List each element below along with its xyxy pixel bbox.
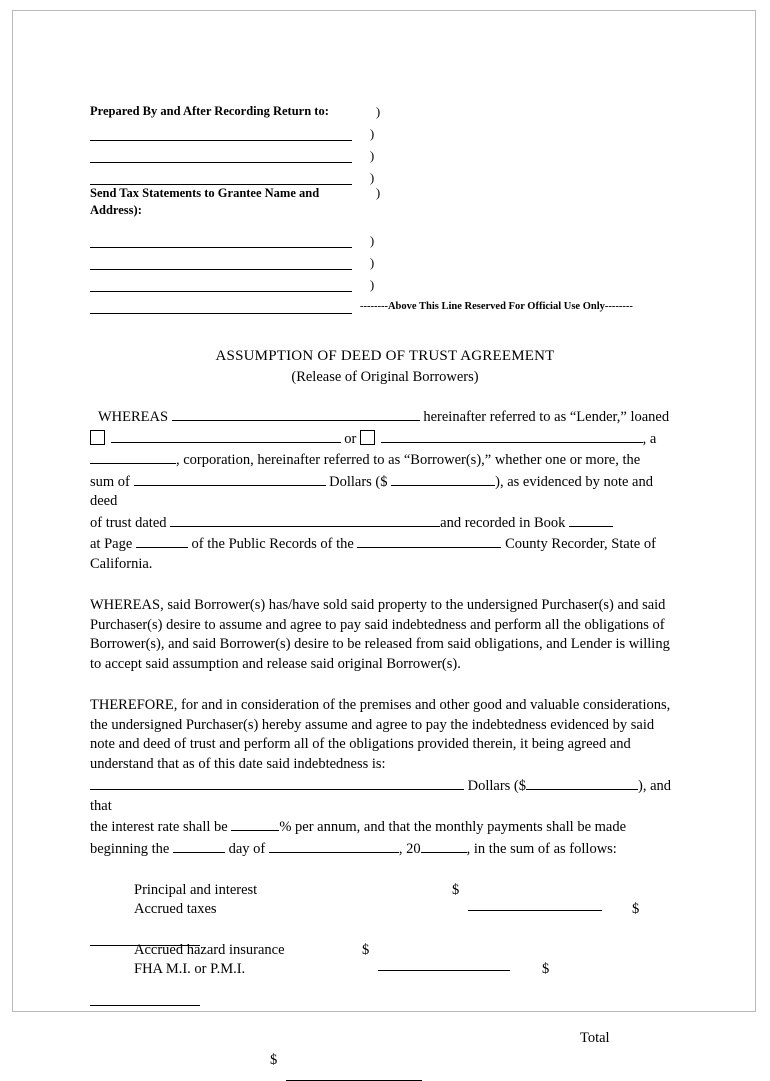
county-recorder-label: County Recorder, State of <box>505 536 656 552</box>
beginning-the-label: beginning the <box>90 840 170 857</box>
borrower-name-blank-1[interactable] <box>111 428 341 443</box>
paren-6: ) <box>369 233 375 248</box>
recording-row-tax-1 <box>90 185 680 202</box>
per-annum-label: % per annum, and that the monthly payments shall be made <box>279 819 627 835</box>
recording-row-4 <box>90 226 680 248</box>
currency-symbol-taxes: $ <box>632 901 640 917</box>
recording-row-7 <box>90 292 680 314</box>
recording-row-1 <box>90 119 680 141</box>
recording-row-5 <box>90 248 680 270</box>
whereas-or: or <box>344 430 357 447</box>
currency-symbol-fha: $ <box>542 961 550 977</box>
whereas-text-a: , a <box>642 430 657 447</box>
prepared-by-label: Prepared By and After Recording Return to: <box>90 104 329 118</box>
beginning-year-blank[interactable] <box>421 838 467 853</box>
payment-amount-row-taxes <box>90 919 680 941</box>
recording-row-2 <box>90 141 680 163</box>
payment-label-taxes: Accrued taxes <box>134 901 217 917</box>
indebtedness-amount-blank[interactable] <box>526 775 638 790</box>
payment-label-fha: FHA M.I. or P.M.I. <box>134 961 246 977</box>
recording-blank-6[interactable] <box>90 277 352 292</box>
sum-amount-blank[interactable] <box>391 471 495 486</box>
recording-blank-3[interactable] <box>90 170 352 185</box>
whereas-text-3: ), as evidenced by note and deed <box>90 473 653 509</box>
dollars-label-1: Dollars ($ <box>329 473 388 490</box>
whereas-text-2: , corporation, hereinafter referred to as “Borrower(s),” whether one or more, the <box>176 452 641 468</box>
interest-rate-label: the interest rate shall be <box>90 819 228 835</box>
total-amount-row <box>90 1051 680 1073</box>
whereas-paragraph-2: WHEREAS, said Borrower(s) has/have sold said property to the undersigned Purchaser(s) and said Purchaser(s) desire to assume and agree to pay said indebtedness and perform all the obligations of Borrower(s), and said Borrower(s) desire to be released from said obligations, and Lender is willing to accept said assumption and release said original Borrower(s). <box>90 597 670 672</box>
recording-row-tax-2 <box>90 202 680 226</box>
paren-8: ) <box>369 277 375 292</box>
payment-label-hazard: Accrued hazard insurance <box>134 942 285 958</box>
document-content <box>90 100 680 1073</box>
interest-rate-blank[interactable] <box>231 816 279 831</box>
document-title: ASSUMPTION OF DEED OF TRUST AGREEMENT <box>215 348 555 364</box>
recording-row-6 <box>90 270 680 292</box>
indebtedness-words-blank[interactable] <box>90 775 464 790</box>
paren-5: ) <box>375 185 381 200</box>
indebtedness-terms <box>90 775 680 859</box>
payment-breakdown <box>90 881 680 1073</box>
currency-symbol-total: $ <box>270 1052 278 1068</box>
borrower-name-blank-2[interactable] <box>381 428 643 443</box>
paren-4: ) <box>369 170 375 185</box>
trust-date-blank[interactable] <box>170 512 440 527</box>
tax-statements-label-2: Address): <box>90 203 142 217</box>
sum-as-follows-label: , in the sum of as follows: <box>466 840 617 857</box>
recording-blank-7[interactable] <box>90 299 352 314</box>
borrower-checkbox-1[interactable] <box>90 430 105 445</box>
paren-3: ) <box>369 148 375 163</box>
recording-block <box>90 100 680 314</box>
corporation-blank[interactable] <box>90 449 176 464</box>
payment-row-fha <box>90 960 680 979</box>
recording-blank-1[interactable] <box>90 126 352 141</box>
and-that-label: ), and that <box>90 778 672 814</box>
paren-1: ) <box>375 104 381 119</box>
total-amount-blank[interactable] <box>286 1066 422 1081</box>
official-use-notice: --------Above This Line Reserved For Official Use Only-------- <box>360 301 633 312</box>
beginning-month-blank[interactable] <box>269 838 399 853</box>
currency-symbol-hazard: $ <box>362 942 370 958</box>
recording-blank-2[interactable] <box>90 148 352 163</box>
recording-row-3 <box>90 163 680 185</box>
total-label: Total <box>580 1030 610 1046</box>
at-page-label: at Page <box>90 536 133 552</box>
borrower-checkbox-2[interactable] <box>360 430 375 445</box>
whereas-word: WHEREAS <box>98 409 169 425</box>
payment-row-taxes <box>90 900 680 919</box>
payment-label-principal: Principal and interest <box>134 882 258 898</box>
recorded-in-book-label: and recorded in Book <box>440 514 566 531</box>
therefore-paragraph: THEREFORE, for and in consideration of the premises and other good and valuable considerations, the undersigned Purchaser(s) hereby assume and agree to pay the indebtedness evidenced by said note and deed of trust and perform all of the obligations provided therein, it being agreed and understand that as of this date said indebtedness is: <box>90 697 671 772</box>
tax-statements-label: Send Tax Statements to Grantee Name and <box>90 186 320 200</box>
sum-words-blank[interactable] <box>134 471 326 486</box>
recording-blank-5[interactable] <box>90 255 352 270</box>
currency-symbol-principal: $ <box>452 882 460 898</box>
sum-of-label: sum of <box>90 473 130 490</box>
paren-2: ) <box>369 126 375 141</box>
payment-amount-fha[interactable] <box>90 991 200 1006</box>
dollars-label-2: Dollars ($ <box>467 778 527 794</box>
year-label: , 20 <box>398 840 421 857</box>
recording-row-prepared <box>90 100 680 119</box>
day-of-label: day of <box>228 840 266 857</box>
payment-row-hazard <box>90 941 680 960</box>
paren-7: ) <box>369 255 375 270</box>
recording-blank-4[interactable] <box>90 233 352 248</box>
state-label: California. <box>90 555 153 572</box>
document-subtitle: (Release of Original Borrowers) <box>291 369 479 385</box>
page-blank[interactable] <box>136 533 188 548</box>
lender-name-blank[interactable] <box>172 406 420 421</box>
whereas-text-1: hereinafter referred to as “Lender,” loaned <box>423 409 670 425</box>
public-records-label: of the Public Records of the <box>191 536 354 552</box>
whereas-paragraph-1 <box>90 406 680 574</box>
payment-row-principal <box>90 881 680 900</box>
book-blank[interactable] <box>569 512 613 527</box>
total-row <box>90 1029 680 1051</box>
payment-amount-row-fha <box>90 979 680 1001</box>
trust-dated-label: of trust dated <box>90 514 167 531</box>
beginning-day-blank[interactable] <box>173 838 225 853</box>
county-blank[interactable] <box>357 533 501 548</box>
